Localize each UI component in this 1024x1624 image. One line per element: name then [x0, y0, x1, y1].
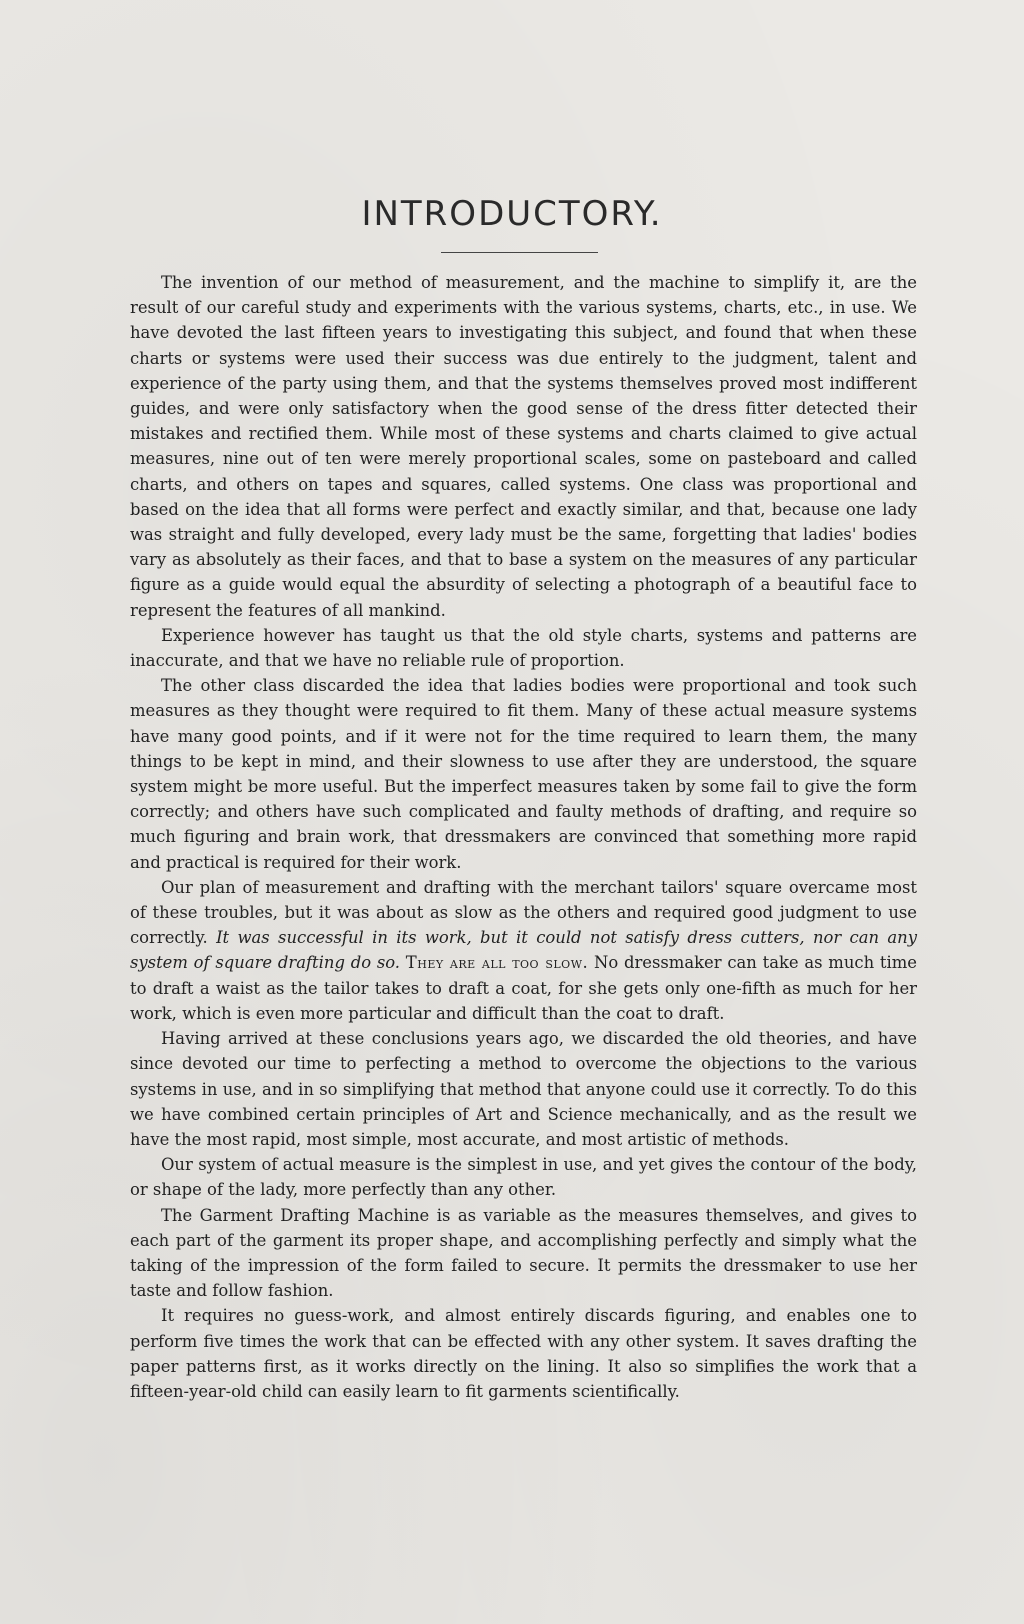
- paragraph-5: Having arrived at these conclusions years ago, we discarded the old theories, and have since devoted our time to perfecting a method to overcome the objections to the various systems in use, and in so simplifying that method that anyone could use it correctly. To do this we have combined certain principles of Art and Science mechanically, and as the result we have the most rapid, most simple, most accurate, and most artistic of methods.: [130, 1029, 917, 1149]
- body-text: [130, 270, 917, 1404]
- paragraph-6: Our system of actual measure is the simplest in use, and yet gives the contour of the body, or shape of the lady, more perfectly than any other.: [130, 1155, 917, 1200]
- paragraph-3: The other class discarded the idea that ladies bodies were proportional and took such measures as they thought were required to fit them. Many of these actual measure systems have many good points, and if it were not for the time required to learn them, the many things to be kept in mind, and their slowness to use after they are understood, the square system might be more useful. But the imperfect measures taken by some fail to give the form correctly; and others have such complicated and faulty methods of drafting, and require so much figuring and brain work, that dressmakers are convinced that something more rapid and practical is required for their work.: [130, 676, 917, 872]
- paragraph-2: Experience however has taught us that the old style charts, systems and patterns are inaccurate, and that we have no reliable rule of proportion.: [130, 625, 917, 671]
- paragraph-7: The Garment Drafting Machine is as variable as the measures themselves, and gives to each part of the garment its proper shape, and accomplishing perfectly and simply what the taking of the impression of the form failed to secure. It permits the dressmaker to use her taste and follow fashion.: [130, 1205, 917, 1301]
- paragraph-4: [130, 875, 917, 1026]
- page-title: INTRODUCTORY.: [361, 194, 663, 234]
- paragraph-8: It requires no guess-work, and almost entirely discards figuring, and enables one to perform five times the work that can be effected with any other system. It saves drafting the paper patterns first, as it works directly on the lining. It also so simplifies the work that a fifteen-year-old child can easily learn to fit garments scientifically.: [130, 1306, 917, 1401]
- title-divider: [441, 252, 598, 253]
- paragraph-4-text-before: Our plan of measurement and drafting with the merchant tailors' square overcame most of these troubles, but it was about as slow as the others and required good judgment to use correctly.: [130, 877, 917, 948]
- paragraph-4-italic: It was successful in its work, but it could not satisfy dress cutters, nor can any system of square drafting do so.: [130, 928, 918, 973]
- paragraph-4-text-after: No dressmaker can take as much time to draft a waist as the tailor takes to draft a coat, for she gets only one-fifth as much for her work, which is even more particular and difficult than the coat to draft.: [130, 953, 917, 1023]
- paragraph-4-smallcaps: They are all too slow.: [405, 953, 589, 973]
- paragraph-1: The invention of our method of measurement, and the machine to simplify it, are the result of our careful study and experiments with the various systems, charts, etc., in use. We have devoted the last fifteen years to investigating this subject, and found that when these charts or systems were used their success was due entirely to the judgment, talent and experience of the party using them, and that the systems themselves proved most indifferent guides, and were only satisfactory when the good sense of the dress fitter detected their mistakes and rectified them. While most of these systems and charts claimed to give actual measures, nine out of ten were merely proportional scales, some on pasteboard and called charts, and others on tapes and squares, called systems. One class was proportional and based on the idea that all forms were perfect and exactly similar, and that, because one lady was straight and fully developed, every lady must be the same, forgetting that ladies' bodies vary as absolutely as their faces, and that to base a system on the measures of any particular figure as a guide would equal the absurdity of selecting a photograph of a beautiful face to represent the features of all mankind.: [130, 273, 917, 620]
